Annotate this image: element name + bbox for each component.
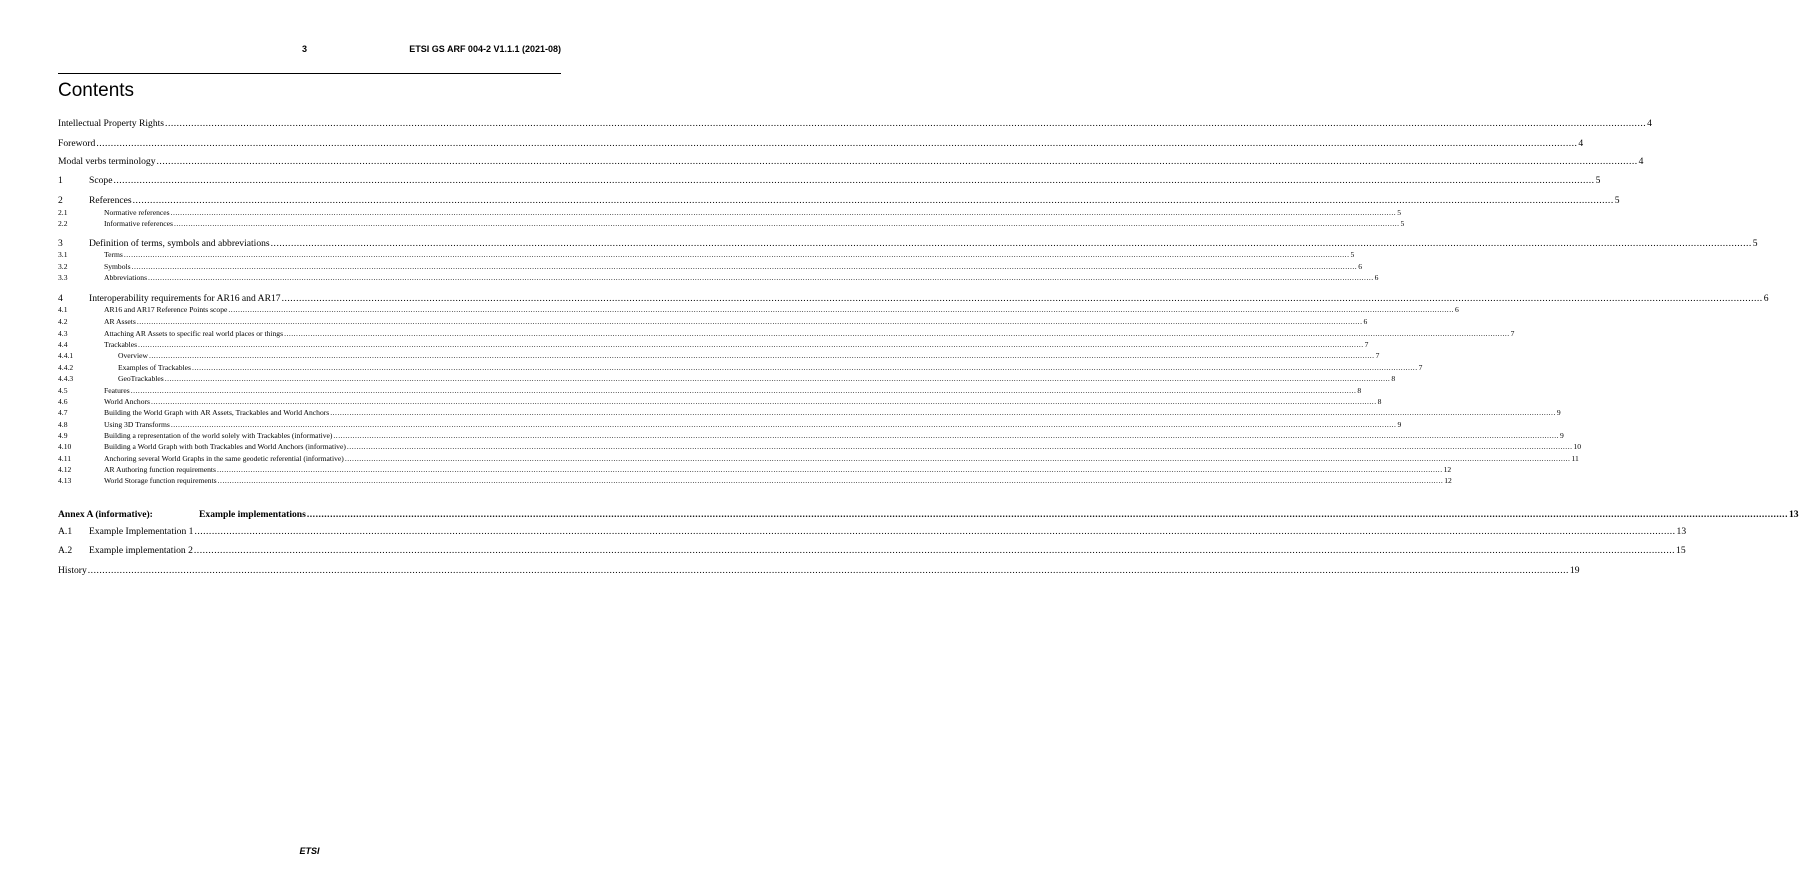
toc-entry-number: 3.2 <box>58 262 68 271</box>
toc-entry[interactable] <box>58 175 1601 187</box>
toc-entry-page: 13 <box>1676 526 1687 537</box>
toc-entry-page: 8 <box>1391 374 1396 383</box>
header-document-reference: ETSI GS ARF 004-2 V1.1.1 (2021-08) <box>409 44 561 54</box>
page-title: Contents <box>58 80 135 101</box>
toc-dot-leader <box>330 407 1556 419</box>
toc-entry-number: 4 <box>58 293 63 304</box>
toc-entry-title: Foreword <box>58 138 96 149</box>
toc-entry-title: Example implementation 2 <box>89 545 193 556</box>
header-divider <box>58 73 561 74</box>
toc-entry-title: Informative references <box>104 219 173 228</box>
toc-entry-number: 4.7 <box>58 408 68 417</box>
toc-entry-page: 9 <box>1556 408 1561 417</box>
toc-entry-number: 4.5 <box>58 386 68 395</box>
toc-entry[interactable] <box>58 373 1396 385</box>
toc-dot-leader <box>194 526 1675 538</box>
toc-entry-title: Definition of terms, symbols and abbreviations <box>89 238 270 249</box>
toc-entry[interactable] <box>58 565 1580 577</box>
toc-dot-leader <box>96 138 1577 150</box>
toc-entry-page: 4 <box>1638 156 1644 167</box>
header-page-number: 3 <box>302 44 308 54</box>
toc-entry-title: AR Authoring function requirements <box>104 465 216 474</box>
toc-entry-number: 4.10 <box>58 442 72 451</box>
toc-entry-title: Anchoring several World Graphs in the same geodetic referential (informative) <box>104 454 344 463</box>
toc-entry-title: Intellectual Property Rights <box>58 118 165 129</box>
toc-entry-page: 9 <box>1397 420 1402 429</box>
toc-entry-number: 4.3 <box>58 329 68 338</box>
toc-entry-title: World Storage function requirements <box>104 476 217 485</box>
toc-entry-number: 4.9 <box>58 431 68 440</box>
toc-entry[interactable] <box>58 509 1799 521</box>
toc-entry-title: Building a World Graph with both Trackables and World Anchors (informative) <box>104 442 346 451</box>
toc-entry-title: Building the World Graph with AR Assets, Trackables and World Anchors <box>104 408 330 417</box>
toc-entry-page: 9 <box>1560 431 1564 440</box>
toc-entry-page: 7 <box>1375 351 1380 360</box>
toc-entry-number: A.1 <box>58 526 73 537</box>
toc-entry[interactable] <box>58 249 1355 261</box>
toc-entry-number: 2.1 <box>58 208 68 217</box>
toc-entry[interactable] <box>58 407 1561 419</box>
toc-entry-title: GeoTrackables <box>118 374 164 383</box>
toc-entry-title: References <box>89 195 132 206</box>
toc-entry[interactable] <box>58 195 1620 207</box>
toc-entry[interactable] <box>58 316 1368 328</box>
toc-entry-title: Abbreviations <box>104 273 148 282</box>
toc-entry-title: Example implementations <box>199 509 306 520</box>
toc-dot-leader <box>194 545 1675 557</box>
toc-dot-leader <box>113 175 1594 187</box>
toc-entry-number: 4.4.2 <box>58 363 74 372</box>
toc-entry-page: 8 <box>1357 386 1362 395</box>
toc-entry-number: 4.1 <box>58 305 68 314</box>
toc-entry-number: 4.13 <box>58 476 72 485</box>
toc-entry-page: 5 <box>1397 208 1401 217</box>
toc-entry-page: 19 <box>1569 565 1580 576</box>
toc-entry-page: 7 <box>1364 340 1369 349</box>
toc-dot-leader <box>133 195 1614 207</box>
toc-entry-number: 4.2 <box>58 317 68 326</box>
toc-entry-title: Terms <box>104 250 123 259</box>
toc-entry-number: Annex A (informative): <box>58 509 153 520</box>
toc-entry-number: 3.3 <box>58 273 68 282</box>
toc-dot-leader <box>174 218 1400 230</box>
toc-entry-page: 6 <box>1358 262 1362 271</box>
toc-dot-leader <box>124 249 1350 261</box>
toc-entry[interactable] <box>58 441 1582 453</box>
toc-entry-page: 7 <box>1418 363 1423 372</box>
toc-entry-title: World Anchors <box>104 397 150 406</box>
toc-entry-title: Using 3D Transforms <box>104 420 170 429</box>
toc-entry-page: 5 <box>1614 195 1620 206</box>
toc-entry-page: 4 <box>1578 138 1584 149</box>
toc-entry-title: Examples of Trackables <box>118 363 191 372</box>
toc-entry-title: Scope <box>89 175 113 186</box>
toc-entry-page: 10 <box>1573 442 1582 451</box>
toc-entry[interactable] <box>58 526 1687 538</box>
toc-entry-title: Building a representation of the world solely with Trackables (informative) <box>104 431 333 440</box>
toc-dot-leader <box>157 156 1638 168</box>
toc-entry-number: 2.2 <box>58 219 68 228</box>
toc-entry-page: 6 <box>1455 305 1459 314</box>
toc-entry-number: 4.12 <box>58 465 72 474</box>
toc-entry[interactable] <box>58 138 1584 150</box>
toc-dot-leader <box>307 509 1788 521</box>
toc-entry-page: 12 <box>1443 465 1452 474</box>
toc-entry-page: 5 <box>1752 238 1758 249</box>
toc-entry-page: 5 <box>1350 250 1355 259</box>
toc-entry-page: 6 <box>1763 293 1769 304</box>
toc-dot-leader <box>165 118 1646 130</box>
toc-entry-title: AR Assets <box>104 317 136 326</box>
toc-entry-title: AR16 and AR17 Reference Points scope <box>104 305 228 314</box>
toc-entry-title: Symbols <box>104 262 131 271</box>
toc-dot-leader <box>218 475 1444 487</box>
toc-entry-page: 5 <box>1400 219 1405 228</box>
toc-dot-leader <box>347 441 1573 453</box>
toc-dot-leader <box>165 373 1391 385</box>
toc-entry-number: 4.4.1 <box>58 351 74 360</box>
toc-entry-title: History <box>58 565 87 576</box>
toc-entry[interactable] <box>58 156 1644 168</box>
toc-entry-number: 4.6 <box>58 397 68 406</box>
toc-entry-number: 4.11 <box>58 454 72 463</box>
toc-entry-number: 1 <box>58 175 63 186</box>
toc-dot-leader <box>137 316 1363 328</box>
toc-entry-page: 6 <box>1363 317 1368 326</box>
toc-entry-page: 4 <box>1647 118 1652 129</box>
toc-entry-number: 3.1 <box>58 250 68 259</box>
toc-entry-page: 5 <box>1595 175 1601 186</box>
footer-publisher: ETSI <box>299 846 320 856</box>
toc-entry-number: 2 <box>58 195 63 206</box>
toc-entry-page: 8 <box>1377 397 1382 406</box>
toc-entry[interactable] <box>58 118 1652 130</box>
toc-entry-title: Example Implementation 1 <box>89 526 194 537</box>
toc-dot-leader <box>228 304 1454 316</box>
toc-entry-number: 4.4 <box>58 340 68 349</box>
toc-entry-title: Normative references <box>104 208 170 217</box>
toc-entry-title: Features <box>104 386 130 395</box>
toc-entry-page: 13 <box>1788 509 1799 520</box>
toc-entry-title: Modal verbs terminology <box>58 156 156 167</box>
toc-entry-page: 12 <box>1444 476 1452 485</box>
toc-entry-number: 4.4.3 <box>58 374 74 383</box>
toc-entry-title: Interoperability requirements for AR16 and AR17 <box>89 293 281 304</box>
toc-entry[interactable] <box>58 350 1380 362</box>
toc-entry-number: 3 <box>58 238 63 249</box>
toc-entry[interactable] <box>58 475 1452 487</box>
toc-dot-leader <box>148 272 1374 284</box>
toc-entry-title: Trackables <box>104 340 138 349</box>
toc-entry-page: 11 <box>1571 454 1579 463</box>
toc-entry-number: A.2 <box>58 545 73 556</box>
toc-entry-page: 6 <box>1374 273 1379 282</box>
toc-entry-number: 4.8 <box>58 420 68 429</box>
toc-dot-leader <box>88 565 1569 577</box>
toc-entry-page: 7 <box>1510 329 1515 338</box>
toc-entry-title: Overview <box>118 351 148 360</box>
toc-entry[interactable] <box>58 545 1686 557</box>
toc-entry-title: Attaching AR Assets to specific real world places or things <box>104 329 284 338</box>
toc-entry[interactable] <box>58 304 1459 316</box>
toc-entry[interactable] <box>58 218 1405 230</box>
toc-entry[interactable] <box>58 272 1379 284</box>
toc-entry-page: 15 <box>1676 545 1686 556</box>
toc-dot-leader <box>149 350 1375 362</box>
